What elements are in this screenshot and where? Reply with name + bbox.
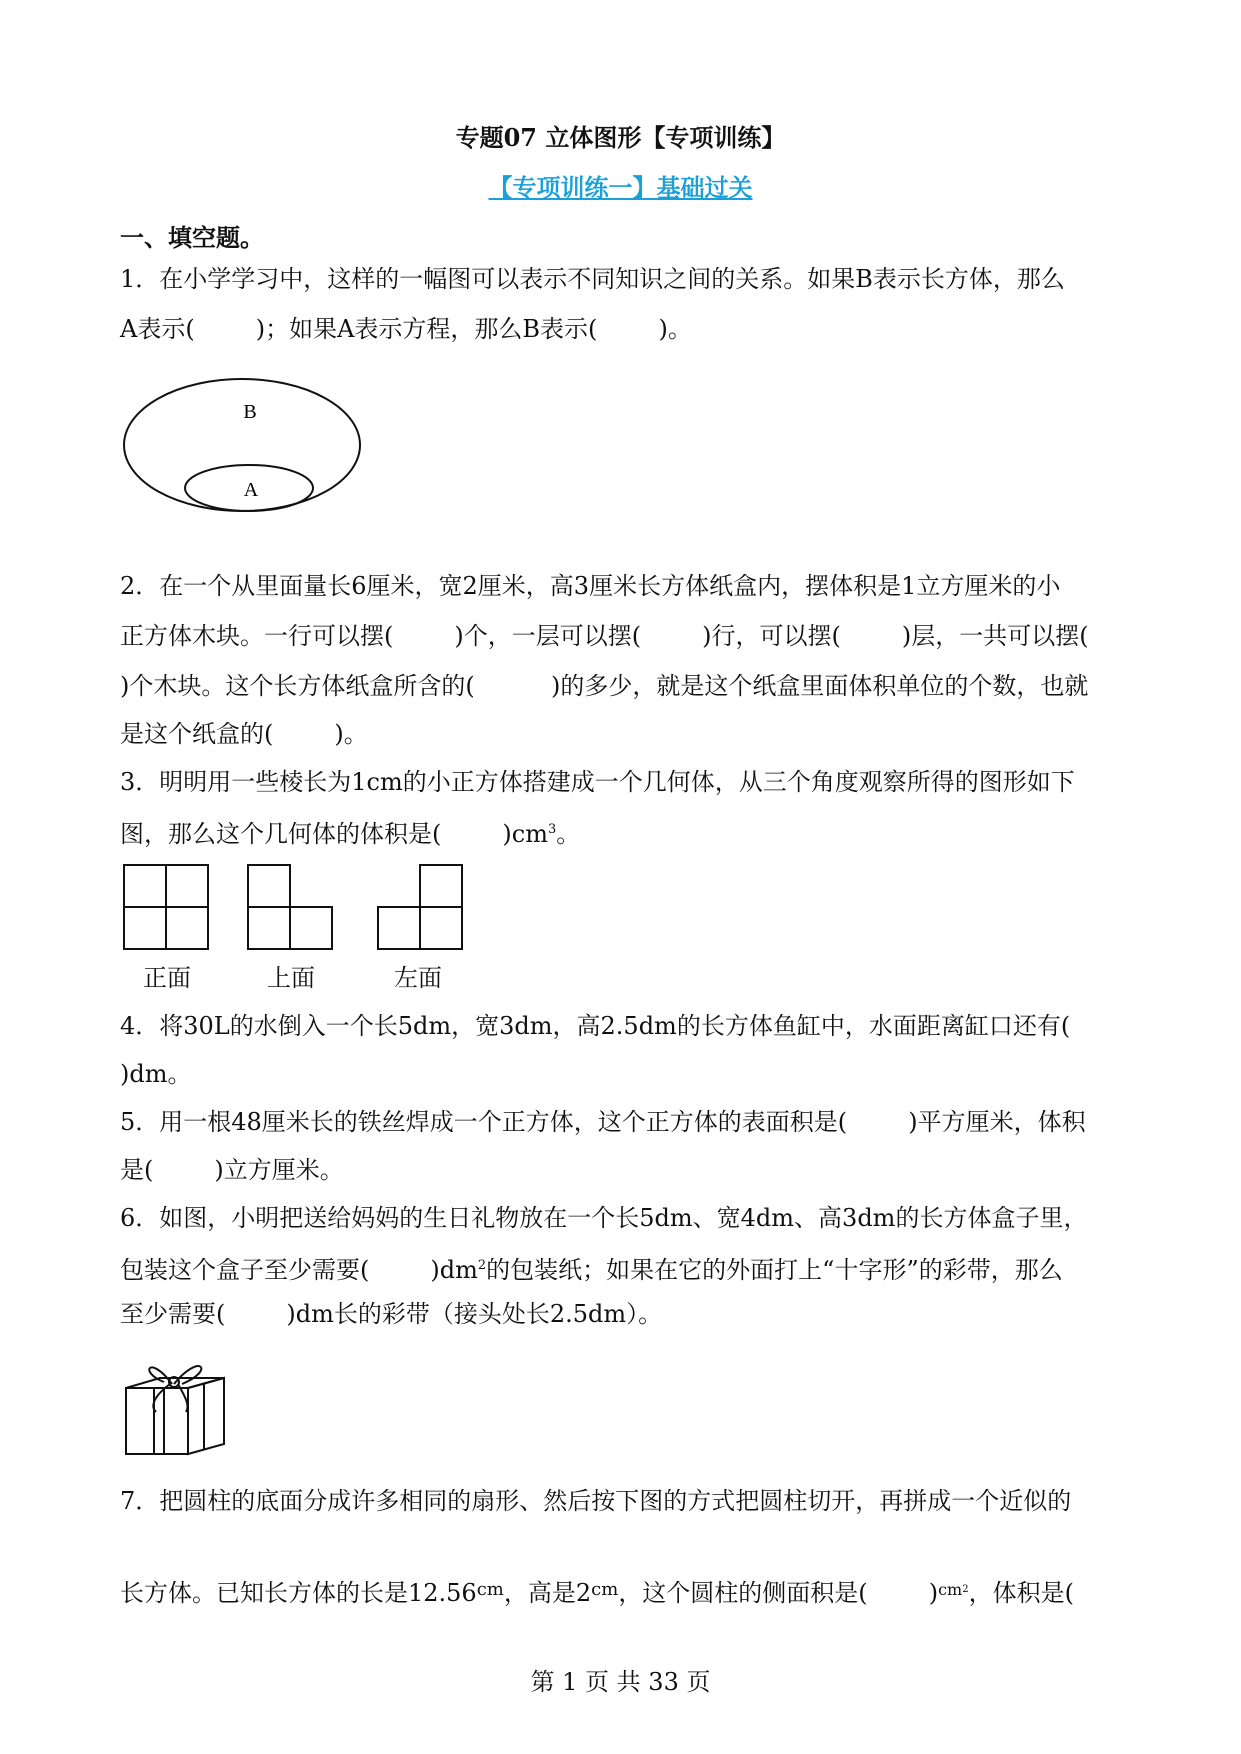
- q3-line-1: 3．明明用一些棱长为1cm的小正方体搭建成一个几何体，从三个角度观察所得的图形如下: [120, 768, 1075, 796]
- q7-text-c: ，这个圆柱的侧面积是( ): [618, 1579, 939, 1607]
- page-title: 专题07 立体图形【专项训练】: [455, 123, 786, 152]
- q6-line-1: 6．如图，小明把送给妈妈的生日礼物放在一个长5dm、宽4dm、高3dm的长方体盒子里，: [120, 1204, 1088, 1232]
- q2-line-1: 2．在一个从里面量长6厘米，宽2厘米，高3厘米长方体纸盒内，摆体积是1立方厘米的小: [120, 572, 1061, 600]
- q6-line-2: [120, 1250, 1063, 1286]
- q3-line-2: [120, 814, 580, 850]
- front-view-label: 正面: [143, 964, 191, 992]
- q7-unit-3: cm: [938, 1580, 963, 1599]
- left-view: [378, 865, 462, 949]
- q7-line-1: 7．把圆柱的底面分成许多相同的扇形、然后按下图的方式把圆柱切开，再拼成一个近似的: [120, 1487, 1072, 1515]
- q5-line-1: 5．用一根48厘米长的铁丝焊成一个正方体，这个正方体的表面积是( )平方厘米，体积: [120, 1108, 1086, 1136]
- q6-text-b: 的包装纸；如果在它的外面打上“十字形”的彩带，那么: [486, 1256, 1063, 1284]
- q7-unit-1: cm: [476, 1579, 504, 1600]
- gift-box-icon: [120, 1350, 230, 1460]
- q3-superscript: 3: [547, 822, 557, 837]
- q1-line-1: 1．在小学学习中，这样的一幅图可以表示不同知识之间的关系。如果B表示长方体，那么: [120, 265, 1065, 293]
- q2-line-4: 是这个纸盒的( )。: [120, 720, 368, 748]
- q6-text-a: 包装这个盒子至少需要( )dm: [120, 1256, 478, 1284]
- q7-text-d: ，体积是(: [968, 1579, 1074, 1607]
- q2-line-2: 正方体木块。一行可以摆( )个，一层可以摆( )行，可以摆( )层，一共可以摆(: [120, 622, 1089, 650]
- top-view: [248, 865, 332, 949]
- front-view: [124, 865, 208, 949]
- q7-superscript: 2: [962, 1584, 969, 1595]
- q4-line-1: 4．将30L的水倒入一个长5dm，宽3dm，高2.5dm的长方体鱼缸中，水面距离缸口还有(: [120, 1012, 1071, 1040]
- q7-text-b: ，高是2: [503, 1579, 592, 1607]
- page-footer: 第 1 页 共 33 页: [530, 1668, 711, 1696]
- q3-end: 。: [556, 820, 581, 848]
- venn-label-a: A: [243, 479, 259, 501]
- q5-line-2: 是( )立方厘米。: [120, 1156, 344, 1184]
- three-views-figure: [120, 862, 480, 954]
- q6-superscript: 2: [477, 1258, 487, 1273]
- outer-ellipse: [124, 379, 360, 511]
- venn-label-b: B: [243, 401, 257, 423]
- q7-unit-2: cm: [591, 1579, 619, 1600]
- top-view-label: 上面: [267, 964, 315, 992]
- section-heading: 一、填空题。: [120, 223, 264, 252]
- q3-text: 图，那么这个几何体的体积是( )cm: [120, 820, 548, 848]
- q4-line-2: )dm。: [120, 1060, 192, 1088]
- section-subtitle-link[interactable]: 【专项训练一】基础过关: [488, 173, 753, 202]
- q7-text-a: 长方体。已知长方体的长是12.56: [120, 1579, 477, 1607]
- q6-line-3: 至少需要( )dm长的彩带（接头处长2.5dm）。: [120, 1300, 663, 1328]
- q1-line-2: A表示( )；如果A表示方程，那么B表示( )。: [120, 315, 692, 343]
- venn-diagram: [120, 376, 370, 514]
- q7-line-2: [120, 1574, 1074, 1609]
- left-view-label: 左面: [394, 964, 442, 992]
- q2-line-3: )个木块。这个长方体纸盒所含的( )的多少，就是这个纸盒里面体积单位的个数，也就: [120, 672, 1089, 700]
